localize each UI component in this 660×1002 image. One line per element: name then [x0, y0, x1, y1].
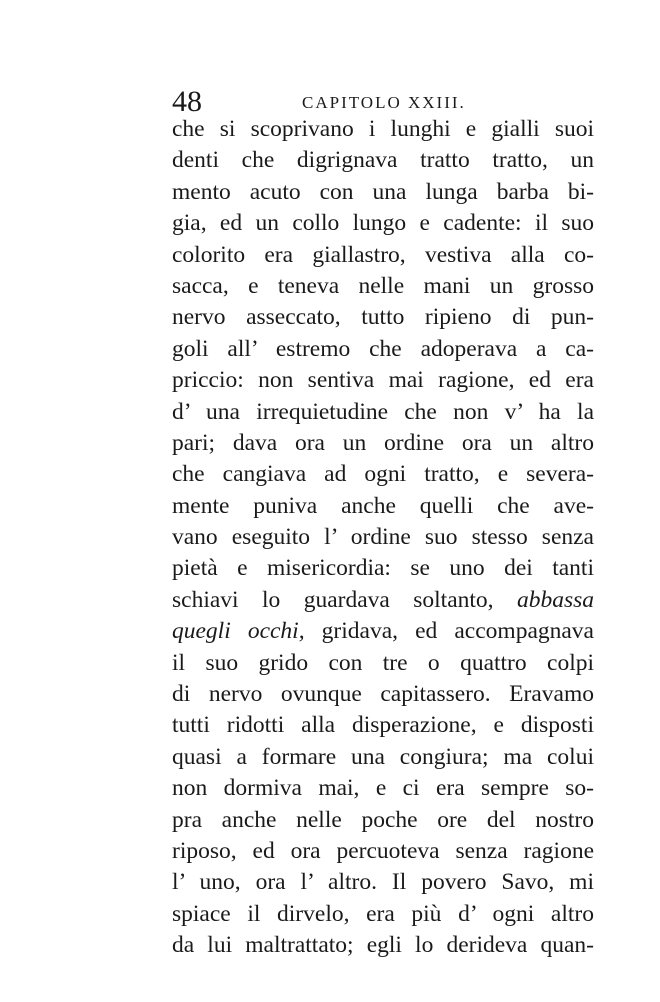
text-line: colorito era giallastro, vestiva alla co-	[172, 241, 594, 268]
text-line	[172, 585, 594, 616]
text-line: d’ una irrequietudine che non v’ ha la	[172, 398, 594, 425]
text-line: denti che digrignava tratto tratto, un	[172, 147, 594, 174]
text-span: schiavi lo guardava soltanto,	[172, 586, 517, 613]
italic-span: abbassa	[516, 586, 594, 613]
text-line: vano eseguito l’ ordine suo stesso senza	[172, 524, 594, 551]
text-line: non dormiva mai, e ci era sempre so-	[172, 775, 594, 802]
text-line: goli all’ estremo che adoperava a ca-	[172, 335, 594, 362]
text-span: gridava, ed accompagnava	[304, 618, 594, 645]
text-line: quasi a formare una congiura; ma colui	[172, 743, 594, 770]
text-line: l’ uno, ora l’ altro. Il povero Savo, mi	[172, 869, 594, 896]
text-line	[172, 616, 594, 647]
text-line: pari; dava ora un ordine ora un altro	[172, 429, 594, 456]
italic-span: quegli occhi,	[172, 618, 305, 645]
text-line: pra anche nelle poche ore del nostro	[172, 806, 594, 833]
text-line: il suo grido con tre o quattro colpi	[172, 649, 594, 676]
text-line: pietà e misericordia: se uno dei tanti	[172, 555, 594, 582]
text-line: mente puniva anche quelli che ave-	[172, 492, 594, 519]
text-line: da lui maltrattato; egli lo derideva quan-	[172, 932, 594, 959]
text-line: tutti ridotti alla disperazione, e disposti	[172, 712, 594, 739]
text-line: riposo, ed ora percuoteva senza ragione	[172, 837, 594, 864]
text-line: che si scoprivano i lunghi e gialli suoi	[172, 116, 594, 142]
text-line: mento acuto con una lunga barba bi-	[172, 178, 594, 205]
text-line: che cangiava ad ogni tratto, e severa-	[172, 461, 594, 488]
text-line: priccio: non sentiva mai ragione, ed era	[172, 367, 594, 394]
page-number: 48	[172, 85, 202, 118]
text-line: sacca, e teneva nelle mani un grosso	[172, 272, 594, 299]
text-line: spiace il dirvelo, era più d’ ogni altro	[172, 900, 594, 927]
chapter-title: CAPITOLO XXIII.	[302, 93, 466, 112]
body-text	[172, 114, 594, 962]
text-line: di nervo ovunque capitassero. Eravamo	[172, 681, 594, 708]
text-line: gia, ed un collo lungo e cadente: il suo	[172, 210, 594, 237]
text-line: nervo asseccato, tutto ripieno di pun-	[172, 304, 594, 331]
